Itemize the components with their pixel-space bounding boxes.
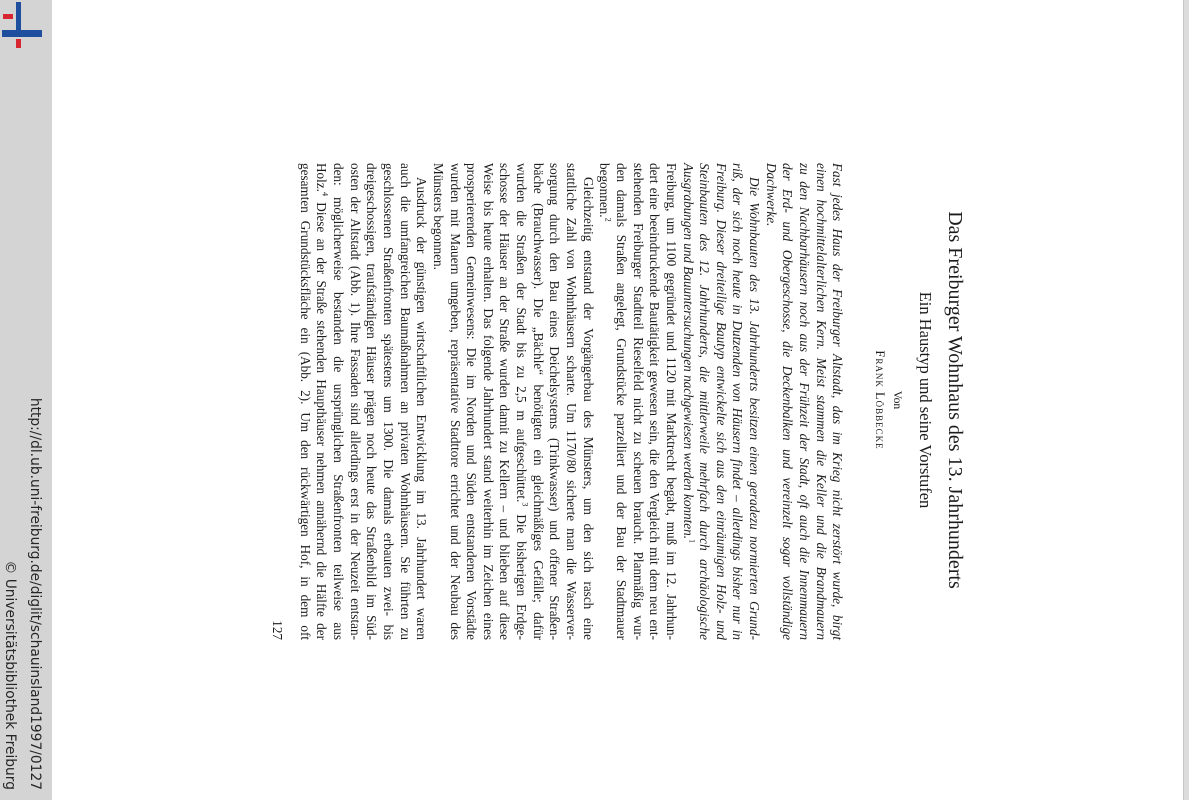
- body-paragraph-1: [596, 163, 679, 640]
- line-text: schosse der Häuser an der Straße wurden damit zu Kellern – und blieben auf diese: [497, 163, 513, 640]
- line-text: Die bisherigen Erdge-: [514, 506, 530, 641]
- line-text: gesamten Grundstücksfläche ein (Abb. 2). Um den rückwärtigen Hof, in dem oft: [297, 163, 313, 640]
- text-line: [296, 163, 313, 640]
- line-text: osten der Altstadt (Abb. 1). Ihre Fassaden sind allerdings erst in der Neuzeit entstan-: [347, 163, 363, 640]
- line-text: wurden mit Mauern umgeben, repräsentative Stadttore errichtet und der Neubau des: [447, 163, 463, 640]
- line-text: der Erd- und Obergeschosse, die Deckenbalken und vereinzelt sogar vollständige: [780, 163, 796, 640]
- text-line: [446, 163, 463, 640]
- body-paragraph-3: [296, 163, 429, 640]
- library-stamp-sidebar: [0, 0, 52, 800]
- text-line: [829, 163, 846, 640]
- text-column: [296, 163, 845, 640]
- text-line: [379, 163, 396, 640]
- line-text: Weise bis heute erhalten. Das folgende Jahrhundert stand weiterhin im Zeichen eines: [480, 163, 496, 640]
- text-line: [413, 163, 430, 640]
- body-paragraph-2: [429, 163, 595, 640]
- text-line: [596, 163, 613, 640]
- line-text: Ausdruck der günstigen wirtschaftlichen Entwicklung im 13. Jahrhundert waren: [414, 177, 430, 640]
- line-text: den: möglicherweise bestanden die ursprünglichen Straßenfronten teilweise aus: [331, 163, 347, 640]
- text-line: [712, 163, 729, 640]
- text-line: [696, 163, 713, 640]
- text-line: [729, 163, 746, 640]
- line-text: Freiburg, um 1100 gegründet und 1120 mit Marktrecht begabt, muß im 12. Jahrhun-: [663, 163, 679, 640]
- page-number: 127: [270, 620, 285, 640]
- text-line: [313, 163, 330, 640]
- footnote-marker: 1: [686, 539, 696, 544]
- line-text: stehenden Freiburger Stadtteil Rieselfeld nicht zu scheuen braucht. Planmäßig wur-: [630, 163, 646, 640]
- article-subtitle: Ein Haustyp und seine Vorstufen: [916, 291, 935, 509]
- text-line: [429, 163, 446, 640]
- source-url: http://dl.ub.uni-freiburg.de/diglit/schauinsland1997/0127: [27, 397, 43, 790]
- line-text: wurden die Straßen der Stadt bis zu 2,5 m aufgeschüttet.: [514, 163, 530, 503]
- line-text: Diese an der Straße stehenden Haupthäuser nehmen annähernd die Hälfte der: [314, 196, 330, 640]
- line-text: Holz.: [314, 163, 330, 192]
- text-line: [679, 163, 696, 640]
- text-line: [329, 163, 346, 640]
- text-line: [745, 163, 762, 640]
- text-line: [346, 163, 363, 640]
- copyright-notice: © Universitätsbibliothek Freiburg: [2, 560, 18, 790]
- text-line: [479, 163, 496, 640]
- vertical-scrollbar[interactable]: [1183, 0, 1189, 800]
- line-text: prosperierenden Gemeinwesens: Die im Norden und Süden entstandenen Vorstädte: [464, 163, 480, 640]
- line-text: Fast jedes Haus der Freiburger Altstadt, das im Krieg nicht zerstört wurde, birgt: [830, 163, 846, 640]
- text-line: [795, 163, 812, 640]
- byline-label: Von: [891, 390, 903, 410]
- text-line: [396, 163, 413, 640]
- line-text: Dachwerke.: [763, 163, 779, 227]
- text-line: [496, 163, 513, 640]
- text-line: [762, 163, 779, 640]
- line-text: dert eine beeindruckende Bautätigkeit gewesen sein, die den Vergleich mit dem neu ent-: [647, 163, 663, 640]
- line-text: Die Wohnbauten des 13. Jahrhunderts besitzen einen geradezu normierten Grund-: [747, 177, 763, 640]
- scanned-page: [52, 0, 1183, 800]
- line-text: geschlossenen Straßenfronten spätestens um 1300. Die damals erbauten zwei- bis: [381, 163, 397, 640]
- stamp-text: [0, 0, 52, 800]
- text-line: [629, 163, 646, 640]
- text-line: [363, 163, 380, 640]
- line-text: begonnen.: [597, 163, 613, 218]
- line-text: sorgung durch den Bau eines Deichelsystems (Trinkwasser) und offener Straßen-: [547, 163, 563, 640]
- footnote-marker: 3: [520, 502, 530, 507]
- line-text: Gleichzeitig entstand der Vorgängerbau des Münsters, um den sich rasch eine: [580, 177, 596, 640]
- line-text: einen hochmittelalterlichen Kern. Meist stammen die Keller und die Brandmauern: [813, 163, 829, 640]
- line-text: Ausgrabungen und Bauuntersuchungen nachgewiesen werden konnten.: [680, 163, 696, 540]
- line-text: stattliche Zahl von Wohnhäusern scharte. Um 1170/80 sicherte man die Wasserver-: [564, 163, 580, 640]
- footnote-marker: 2: [603, 217, 613, 222]
- text-line: [612, 163, 629, 640]
- text-line: [646, 163, 663, 640]
- line-text: auch die umfangreichen Baumaßnahmen an privaten Wohnhäusern. Sie führten zu: [397, 163, 413, 640]
- line-text: den damals Straßen angelegt, Grundstücke parzelliert und der Bau der Stadtmauer: [613, 163, 629, 640]
- line-text: Freiburg. Dieser dreiteilige Bautyp entwickelte sich aus den einräumigen Holz- und: [713, 163, 729, 640]
- author-name: Frank Löbbecke: [873, 350, 887, 450]
- line-text: dreigeschossigen, traufständigen Häuser prägen noch heute das Straßenbild im Süd-: [364, 163, 380, 640]
- text-line: [662, 163, 679, 640]
- line-text: Steinbauten des 12. Jahrhunderts, die mittlerweile mehrfach durch archäologische: [697, 163, 713, 640]
- text-line: [579, 163, 596, 640]
- article-title: Das Freiburger Wohnhaus des 13. Jahrhunderts: [944, 211, 966, 589]
- abstract-paragraph-2: [679, 163, 762, 640]
- text-line: [812, 163, 829, 640]
- abstract-paragraph-1: [762, 163, 845, 640]
- footnote-marker: 4: [320, 191, 330, 197]
- text-line: [463, 163, 480, 640]
- text-line: [513, 163, 530, 640]
- text-line: [529, 163, 546, 640]
- line-text: bäche (Brauchwasser). Die „Bächle“ benötigten ein gleichmäßiges Gefälle; dafür: [530, 163, 546, 640]
- line-text: zu den Nachbarhäusern noch aus der Frühzeit der Stadt, oft auch die Innenmauern: [797, 163, 813, 640]
- text-line: [779, 163, 796, 640]
- text-line: [562, 163, 579, 640]
- line-text: riß, der sich noch heute in Dutzenden von Häusern findet – allerdings bisher nur in: [730, 163, 746, 640]
- line-text: Münsters begonnen.: [430, 163, 446, 270]
- text-line: [546, 163, 563, 640]
